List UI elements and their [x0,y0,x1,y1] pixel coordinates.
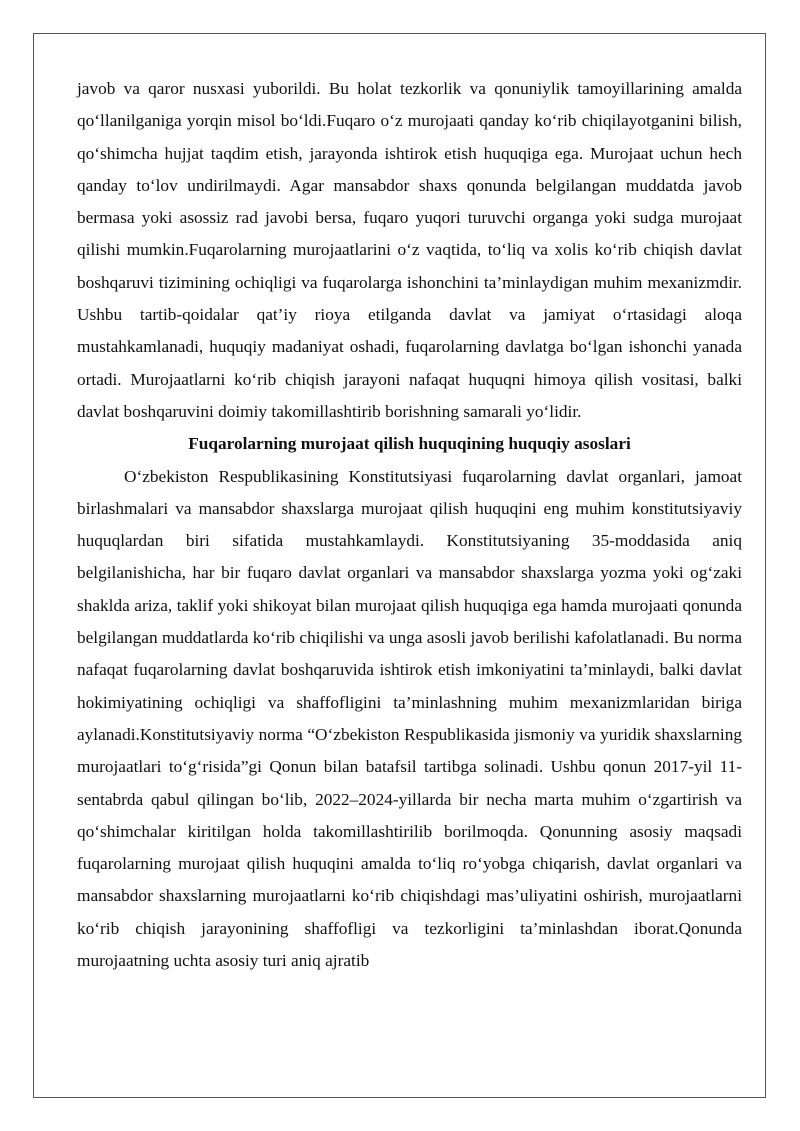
document-body [77,73,742,977]
paragraph-continuation: javob va qaror nusxasi yuborildi. Bu holat tezkorlik va qonuniylik tamoyillarining amalda qo‘llanilganiga yorqin misol bo‘ldi.Fuqaro o‘z murojaati qanday ko‘rib chiqilayotganini bilish, qo‘shimcha hujjat taqdim etish, jarayonda ishtirok etish huquqiga ega. Murojaat uchun hech qanday to‘lov undirilmaydi. Agar mansabdor shaxs qonunda belgilangan muddatda javob bermasa yoki asossiz rad javobi bersa, fuqaro yuqori turuvchi organga yoki sudga murojaat qilishi mumkin.Fuqarolarning murojaatlarini o‘z vaqtida, to‘liq va xolis ko‘rib chiqish davlat boshqaruvi tizimining ochiqligi va fuqarolarga ishonchini ta’minlaydigan muhim mexanizmdir. Ushbu tartib-qoidalar qat’iy rioya etilganda davlat va jamiyat o‘rtasidagi aloqa mustahkamlanadi, huquqiy madaniyat oshadi, fuqarolarning davlatga bo‘lgan ishonchi yanada ortadi. Murojaatlarni ko‘rib chiqish jarayoni nafaqat huquqni himoya qilish vositasi, balki davlat boshqaruvini doimiy takomillashtirib borishning samarali yo‘lidir. [77,79,742,421]
section-heading: Fuqarolarning murojaat qilish huquqining huquqiy asoslari [188,434,631,454]
paragraph-constitution: O‘zbekiston Respublikasining Konstitutsiyasi fuqarolarning davlat organlari, jamoat birlashmalari va mansabdor shaxslarga murojaat qilish huquqini eng muhim konstitutsiyaviy huquqlardan biri sifatida mustahkamlaydi. Konstitutsiyaning 35-moddasida aniq belgilanishicha, har bir fuqaro davlat organlari va mansabdor shaxslarga yozma yoki og‘zaki shaklda ariza, taklif yoki shikoyat bilan murojaat qilish huquqiga ega hamda murojaati qonunda belgilangan muddatlarda ko‘rib chiqilishi va unga asosli javob berilishi kafolatlanadi. Bu norma nafaqat fuqarolarning davlat boshqaruvida ishtirok etish imkoniyatini ta’minlaydi, balki davlat hokimiyatining ochiqligi va shaffofligini ta’minlashning muhim mexanizmlaridan biriga aylanadi.Konstitutsiyaviy norma “O‘zbekiston Respublikasida jismoniy va yuridik shaxslarning murojaatlari to‘g‘risida”gi Qonun bilan batafsil tartibga solinadi. Ushbu qonun 2017-yil 11-sentabrda qabul qilingan bo‘lib, 2022–2024-yillarda bir necha marta muhim o‘zgartirish va qo‘shimchalar kiritilgan holda takomillashtirilib borilmoqda. Qonunning asosiy maqsadi fuqarolarning murojaat qilish huquqini amalda to‘liq ro‘yobga chiqarish, davlat organlari va mansabdor shaxslarning murojaatlarni ko‘rib chiqishdagi mas’uliyatini oshirish, murojaatlarni ko‘rib chiqish jarayonining shaffofligi va tezkorligini ta’minlashdan iborat.Qonunda murojaatning uchta asosiy turi aniq ajratib [77,466,742,971]
